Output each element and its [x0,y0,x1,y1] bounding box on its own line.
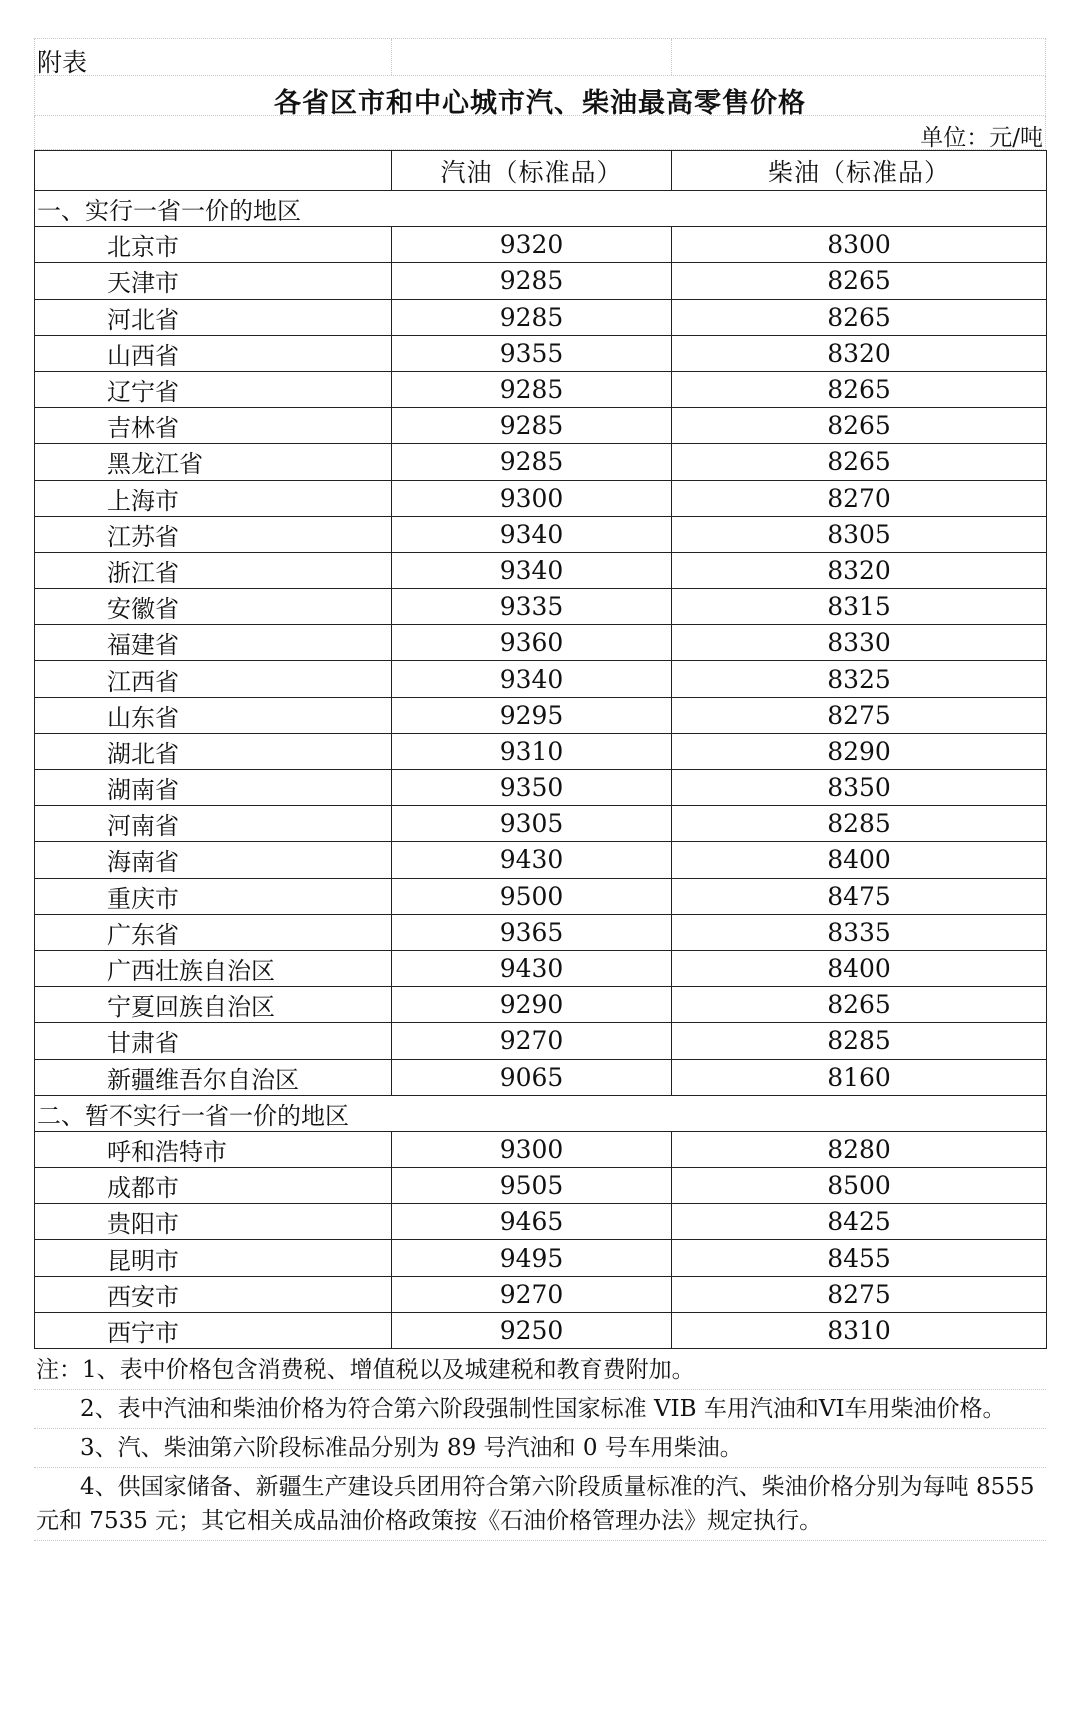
diesel-price: 8350 [672,770,1047,806]
table-row [35,552,1047,588]
diesel-price: 8310 [672,1312,1047,1348]
region-name: 贵阳市 [35,1204,392,1240]
diesel-price: 8325 [672,661,1047,697]
gasoline-price: 9340 [392,552,672,588]
diesel-price: 8265 [672,263,1047,299]
header-diesel: 柴油（标准品） [672,151,1047,191]
region-name: 天津市 [35,263,392,299]
table-row [35,1276,1047,1312]
table-row [35,770,1047,806]
section-heading: 二、暂不实行一省一价的地区 [35,1095,1047,1131]
table-row [35,1204,1047,1240]
price-table [34,150,1047,1349]
region-name: 重庆市 [35,878,392,914]
region-name: 湖南省 [35,770,392,806]
table-row [35,1131,1047,1167]
region-name: 昆明市 [35,1240,392,1276]
region-name: 浙江省 [35,552,392,588]
region-name: 广东省 [35,914,392,950]
region-name: 海南省 [35,842,392,878]
diesel-price: 8265 [672,371,1047,407]
diesel-price: 8315 [672,589,1047,625]
section-heading-row [35,1095,1047,1131]
region-name: 广西壮族自治区 [35,950,392,986]
diesel-price: 8290 [672,733,1047,769]
diesel-price: 8265 [672,444,1047,480]
table-row [35,914,1047,950]
diesel-price: 8270 [672,480,1047,516]
gasoline-price: 9290 [392,987,672,1023]
header-region [35,151,392,191]
gasoline-price: 9300 [392,1131,672,1167]
table-row [35,589,1047,625]
diesel-price: 8320 [672,552,1047,588]
gasoline-price: 9360 [392,625,672,661]
region-name: 河南省 [35,806,392,842]
diesel-price: 8265 [672,987,1047,1023]
table-header-row [35,151,1047,191]
region-name: 呼和浩特市 [35,1131,392,1167]
note-2: 2、表中汽油和柴油价格为符合第六阶段强制性国家标准 VIB 车用汽油和VI车用柴油价格。 [34,1390,1046,1429]
region-name: 江苏省 [35,516,392,552]
document-title: 各省区市和中心城市汽、柴油最高零售价格 [274,88,806,119]
price-table-body [35,151,1047,1349]
diesel-price: 8335 [672,914,1047,950]
diesel-price: 8160 [672,1059,1047,1095]
region-name: 山东省 [35,697,392,733]
gasoline-price: 9430 [392,950,672,986]
gasoline-price: 9320 [392,227,672,263]
gasoline-price: 9285 [392,371,672,407]
table-row [35,1059,1047,1095]
region-name: 西安市 [35,1276,392,1312]
table-row [35,516,1047,552]
gasoline-price: 9270 [392,1276,672,1312]
gasoline-price: 9310 [392,733,672,769]
gasoline-price: 9355 [392,335,672,371]
region-name: 湖北省 [35,733,392,769]
diesel-price: 8475 [672,878,1047,914]
diesel-price: 8275 [672,1276,1047,1312]
diesel-price: 8275 [672,697,1047,733]
gasoline-price: 9285 [392,263,672,299]
header-gasoline: 汽油（标准品） [392,151,672,191]
gasoline-price: 9350 [392,770,672,806]
diesel-price: 8265 [672,408,1047,444]
gasoline-price: 9430 [392,842,672,878]
table-row [35,950,1047,986]
gasoline-price: 9340 [392,661,672,697]
gasoline-price: 9365 [392,914,672,950]
table-row [35,408,1047,444]
gasoline-price: 9500 [392,878,672,914]
region-name: 新疆维吾尔自治区 [35,1059,392,1095]
table-row [35,263,1047,299]
region-name: 成都市 [35,1168,392,1204]
table-row [35,733,1047,769]
region-name: 河北省 [35,299,392,335]
table-row [35,299,1047,335]
table-row [35,987,1047,1023]
table-row [35,697,1047,733]
diesel-price: 8305 [672,516,1047,552]
table-row [35,661,1047,697]
gasoline-price: 9270 [392,1023,672,1059]
region-name: 宁夏回族自治区 [35,987,392,1023]
region-name: 黑龙江省 [35,444,392,480]
note-1: 注：1、表中价格包含消费税、增值税以及城建税和教育费附加。 [34,1351,1046,1390]
table-row [35,1312,1047,1348]
gasoline-price: 9340 [392,516,672,552]
table-row [35,444,1047,480]
diesel-price: 8425 [672,1204,1047,1240]
gasoline-price: 9305 [392,806,672,842]
unit-row [34,116,1046,150]
gasoline-price: 9495 [392,1240,672,1276]
appendix-label: 附表 [37,48,88,77]
region-name: 江西省 [35,661,392,697]
diesel-price: 8320 [672,335,1047,371]
gasoline-price: 9285 [392,408,672,444]
table-row [35,1240,1047,1276]
region-name: 吉林省 [35,408,392,444]
gasoline-price: 9335 [392,589,672,625]
note-4: 4、供国家储备、新疆生产建设兵团用符合第六阶段质量标准的汽、柴油价格分别为每吨 8555 元和 7535 元；其它相关成品油价格政策按《石油价格管理办法》规定执行。 [34,1468,1046,1541]
diesel-price: 8330 [672,625,1047,661]
table-row [35,371,1047,407]
region-name: 西宁市 [35,1312,392,1348]
notes-section [34,1351,1046,1541]
table-row [35,480,1047,516]
region-name: 山西省 [35,335,392,371]
diesel-price: 8500 [672,1168,1047,1204]
diesel-price: 8300 [672,227,1047,263]
note-3: 3、汽、柴油第六阶段标准品分别为 89 号汽油和 0 号车用柴油。 [34,1429,1046,1468]
appendix-row [34,38,1046,76]
table-row [35,227,1047,263]
section-heading-row [35,191,1047,227]
table-row [35,1168,1047,1204]
diesel-price: 8265 [672,299,1047,335]
table-row [35,806,1047,842]
diesel-price: 8285 [672,806,1047,842]
table-row [35,335,1047,371]
region-name: 安徽省 [35,589,392,625]
region-name: 辽宁省 [35,371,392,407]
gasoline-price: 9300 [392,480,672,516]
table-row [35,1023,1047,1059]
gasoline-price: 9505 [392,1168,672,1204]
gasoline-price: 9285 [392,299,672,335]
column-divider [391,39,392,75]
gasoline-price: 9285 [392,444,672,480]
diesel-price: 8400 [672,842,1047,878]
region-name: 北京市 [35,227,392,263]
diesel-price: 8280 [672,1131,1047,1167]
diesel-price: 8455 [672,1240,1047,1276]
price-appendix-sheet [34,38,1046,1541]
column-divider [671,39,672,75]
region-name: 甘肃省 [35,1023,392,1059]
diesel-price: 8285 [672,1023,1047,1059]
unit-label: 单位：元/吨 [920,125,1043,151]
gasoline-price: 9250 [392,1312,672,1348]
diesel-price: 8400 [672,950,1047,986]
section-heading: 一、实行一省一价的地区 [35,191,1047,227]
table-row [35,625,1047,661]
table-row [35,842,1047,878]
gasoline-price: 9465 [392,1204,672,1240]
table-row [35,878,1047,914]
region-name: 福建省 [35,625,392,661]
gasoline-price: 9295 [392,697,672,733]
region-name: 上海市 [35,480,392,516]
title-row [34,76,1046,119]
gasoline-price: 9065 [392,1059,672,1095]
